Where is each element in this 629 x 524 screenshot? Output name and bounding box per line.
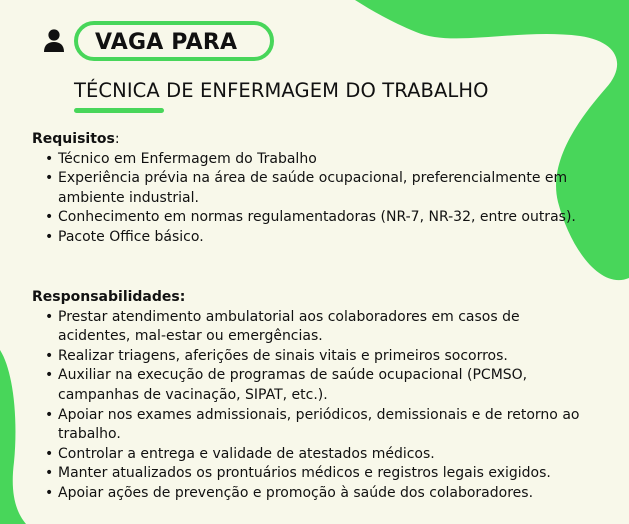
list-item-text: Apoiar ações de prevenção e promoção à saúde dos colaboradores. — [58, 484, 534, 501]
requirements-heading-colon: : — [114, 131, 120, 147]
list-item — [32, 308, 583, 347]
role-title: TÉCNICA DE ENFERMAGEM DO TRABALHO — [74, 79, 489, 102]
list-item — [32, 445, 583, 465]
role-underline — [74, 108, 164, 113]
list-item-text: Técnico em Enfermagem do Trabalho — [58, 150, 317, 167]
requirements-heading-label: Requisitos — [32, 131, 115, 147]
list-item-text: Conhecimento em normas regulamentadoras (NR-7, NR-32, entre outras). — [58, 209, 576, 226]
bullet: • — [45, 209, 54, 226]
bullet: • — [45, 465, 54, 482]
title-text: VAGA PARA — [95, 30, 238, 55]
list-item-text: Pacote Office básico. — [58, 228, 204, 245]
bullet: • — [45, 150, 54, 167]
bullet: • — [45, 445, 54, 462]
list-item — [32, 484, 583, 504]
list-item-text: Apoiar nos exames admissionais, periódicos, demissionais e de retorno ao trabalho. — [58, 406, 580, 443]
list-item — [32, 347, 583, 367]
responsibilities-list — [32, 308, 583, 504]
list-item — [32, 150, 583, 170]
list-item — [32, 406, 583, 445]
list-item — [32, 169, 583, 208]
bullet: • — [45, 308, 54, 325]
bullet: • — [45, 228, 54, 245]
requirements-heading — [32, 130, 583, 150]
bullet: • — [45, 367, 54, 384]
bullet: • — [45, 347, 54, 364]
requirements-list — [32, 150, 583, 248]
list-item-text: Controlar a entrega e validade de atestados médicos. — [58, 445, 435, 462]
responsibilities-heading-label: Responsabilidades: — [32, 289, 186, 305]
list-item — [32, 366, 583, 405]
list-item — [32, 464, 583, 484]
bullet: • — [45, 484, 54, 501]
user-icon — [43, 29, 65, 53]
list-item-text: Manter atualizados os prontuários médicos e registros legais exigidos. — [58, 465, 551, 482]
list-item — [32, 228, 583, 248]
list-item — [32, 208, 583, 228]
responsibilities-heading — [32, 288, 583, 308]
list-item-text: Prestar atendimento ambulatorial aos colaboradores em casos de acidentes, mal-estar ou emergências. — [58, 308, 520, 345]
responsibilities-section — [32, 288, 583, 504]
list-item-text: Auxiliar na execução de programas de saúde ocupacional (PCMSO, campanhas de vacinação, SIPAT, etc.). — [58, 367, 528, 403]
bullet: • — [45, 170, 54, 187]
list-item-text: Realizar triagens, aferições de sinais vitais e primeiros socorros. — [58, 347, 508, 364]
bullet: • — [45, 406, 54, 423]
list-item-text: Experiência prévia na área de saúde ocupacional, preferencialmente em ambiente industrial. — [58, 170, 568, 206]
requirements-section — [32, 130, 583, 248]
title-badge — [74, 21, 274, 61]
